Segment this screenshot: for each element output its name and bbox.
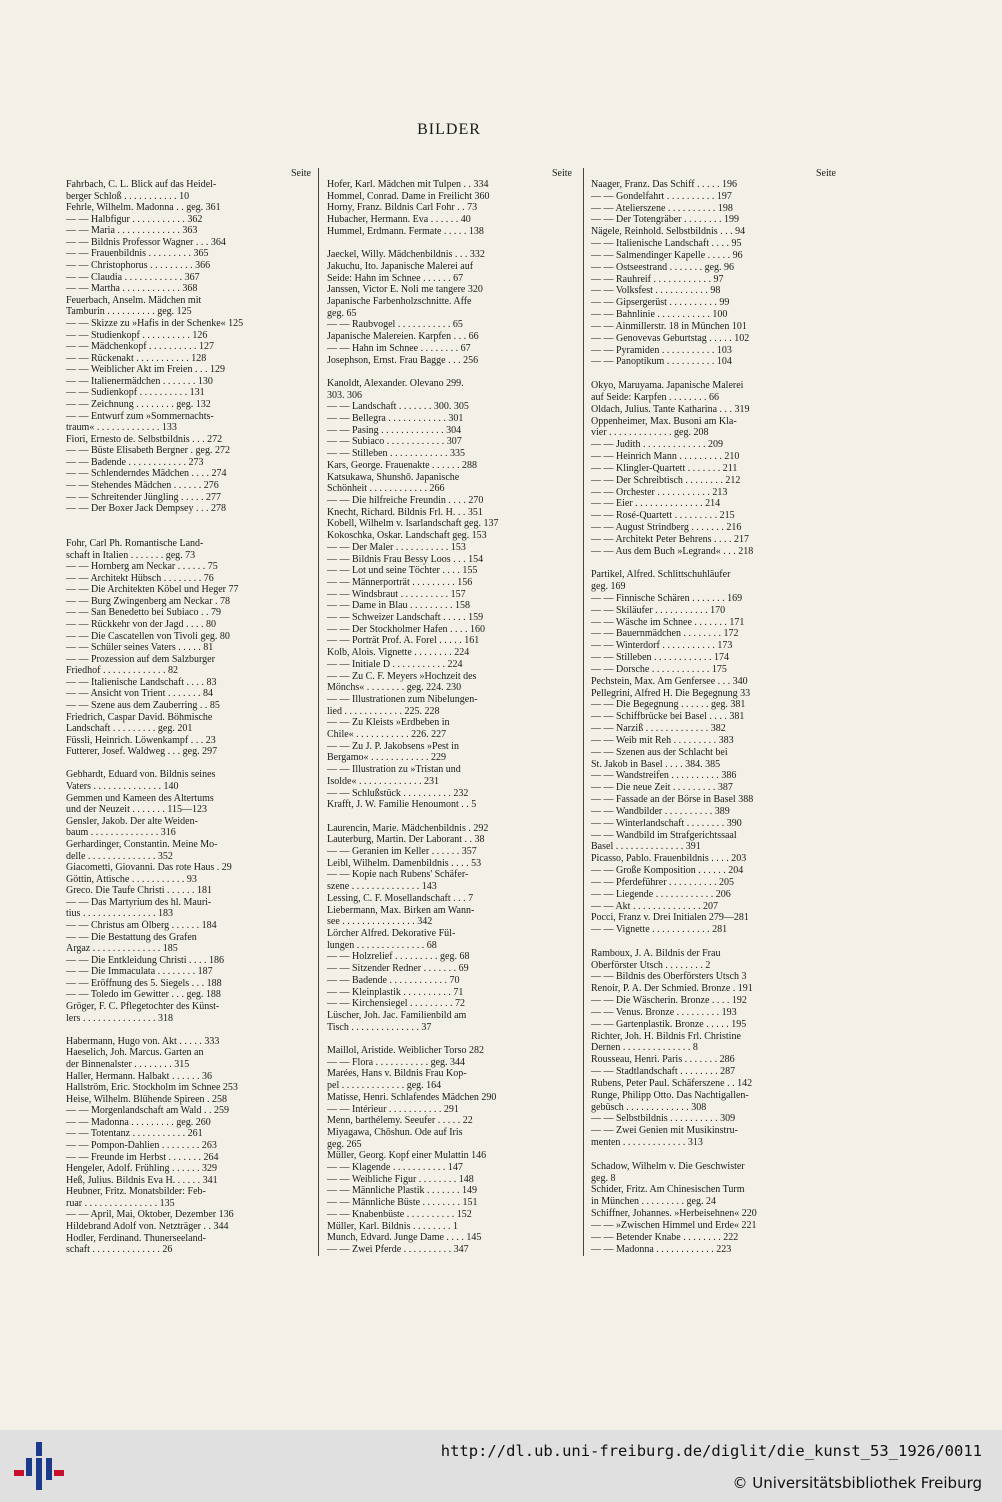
- index-entry: — — Stilleben . . . . . . . . . . . . 335: [327, 448, 466, 460]
- index-entry: — — Akt . . . . . . . . . . . . . . 207: [591, 900, 718, 912]
- index-column-1: [66, 168, 311, 1256]
- index-entry: — — Liegende . . . . . . . . . . . . 206: [591, 888, 731, 900]
- index-entry: — — Pyramiden . . . . . . . . . . . 103: [591, 344, 732, 356]
- index-entry: geg. 8: [591, 1172, 616, 1184]
- index-entry: — — Halbfigur . . . . . . . . . . . 362: [66, 213, 203, 225]
- index-entry: — — Die neue Zeit . . . . . . . . . 387: [591, 782, 733, 794]
- index-entry: — — Die Immaculata . . . . . . . . 187: [66, 966, 213, 978]
- index-entry: — — Wandbilder . . . . . . . . . . 389: [591, 805, 730, 817]
- index-entry: — — Weiblicher Akt im Freien . . . 129: [66, 364, 225, 376]
- index-entry: Giacometti, Giovanni. Das rote Haus . 29: [66, 862, 232, 874]
- viewer-footer: [0, 1430, 1002, 1502]
- index-entry: — — Orchester . . . . . . . . . . . 213: [591, 486, 728, 498]
- index-entry: — — Die Wäscherin. Bronze . . . . 192: [591, 995, 747, 1007]
- index-entry: Haeselich, Joh. Marcus. Garten an: [66, 1047, 204, 1059]
- column-body: [327, 179, 572, 1256]
- index-entry: — — Pferdeführer . . . . . . . . . . 205: [591, 876, 735, 888]
- index-entry: — — Sudienkopf . . . . . . . . . . 131: [66, 387, 205, 399]
- index-entry: — — Holzrelief . . . . . . . . . geg. 68: [327, 951, 470, 963]
- index-entry: Pechstein, Max. Am Genfersee . . . 340: [591, 675, 748, 687]
- index-entry: Vaters . . . . . . . . . . . . . . 140: [66, 781, 179, 793]
- library-logo-icon: [14, 1440, 64, 1492]
- index-entry: — — Atelierszene . . . . . . . . . . 198: [591, 202, 733, 214]
- index-entry: berger Schloß . . . . . . . . . . . 10: [66, 190, 190, 202]
- index-entry: der Binnenalster . . . . . . . . 315: [66, 1058, 190, 1070]
- index-entry: Menn, barthélemy. Seeufer . . . . . 22: [327, 1115, 473, 1127]
- index-entry: — — Weibliche Figur . . . . . . . . 148: [327, 1173, 474, 1185]
- index-entry: Hallström, Eric. Stockholm im Schnee 253: [66, 1082, 238, 1094]
- index-entry: — — Salmendinger Kapelle . . . . . 96: [591, 249, 743, 261]
- index-entry: Basel . . . . . . . . . . . . . . 391: [591, 841, 701, 853]
- index-entry: Partikel, Alfred. Schlittschuhläufer: [591, 569, 731, 581]
- index-entry: Japanische Farbenholzschnitte. Affe: [327, 296, 472, 308]
- index-entry: Picasso, Pablo. Frauenbildnis . . . . 203: [591, 853, 747, 865]
- index-entry: — — Wandstreifen . . . . . . . . . . 386: [591, 770, 737, 782]
- index-entry: geg. 265: [327, 1138, 362, 1150]
- index-entry: — — Männerporträt . . . . . . . . . 156: [327, 576, 473, 588]
- index-entry: — — »Zwischen Himmel und Erde« 221: [591, 1219, 757, 1231]
- index-entry: Gerhardinger, Constantin. Meine Mo-: [66, 838, 218, 850]
- index-entry: — — Skiläufer . . . . . . . . . . . 170: [591, 604, 726, 616]
- page-title: BILDER: [417, 121, 481, 138]
- copyright-text: © Universitätsbibliothek Freiburg: [732, 1474, 982, 1492]
- section-gap: [66, 515, 311, 527]
- index-entry: — — Die Architekten Köbel und Heger 77: [66, 584, 239, 596]
- index-entry: — — Hornberg am Neckar . . . . . . 75: [66, 561, 218, 573]
- index-entry: Hummel, Erdmann. Fermate . . . . . 138: [327, 225, 484, 237]
- index-entry: Naager, Franz. Das Schiff . . . . . 196: [591, 179, 738, 190]
- index-entry: — — Badende . . . . . . . . . . . . 273: [66, 456, 204, 468]
- index-entry: Schadow, Wilhelm v. Die Geschwister: [591, 1160, 745, 1172]
- column-header-seite: Seite: [552, 168, 572, 179]
- index-entry: — — Maria . . . . . . . . . . . . . 363: [66, 225, 198, 237]
- index-entry: Oldach, Julius. Tante Katharina . . . 319: [591, 403, 750, 415]
- index-entry: — — Bildnis Professor Wagner . . . 364: [66, 236, 226, 248]
- index-entry: — — Knabenbüste . . . . . . . . . . 152: [327, 1208, 472, 1220]
- section-gap: [66, 526, 311, 538]
- index-entry: — — Der Maler . . . . . . . . . . . 153: [327, 541, 466, 553]
- index-entry: Gemmen und Kameen des Altertums: [66, 792, 214, 804]
- index-entry: — — Morgenlandschaft am Wald . . 259: [66, 1105, 229, 1117]
- index-entry: Müller, Karl. Bildnis . . . . . . . . 1: [327, 1220, 458, 1232]
- index-entry: — — Bildnis des Oberförsters Utsch 3: [591, 971, 747, 983]
- index-entry: — — Die Begegnung . . . . . . geg. 381: [591, 699, 746, 711]
- index-entry: lungen . . . . . . . . . . . . . . 68: [327, 939, 437, 951]
- index-entry: — — Studienkopf . . . . . . . . . . 126: [66, 329, 208, 341]
- index-entry: — — Szenen aus der Schlacht bei: [591, 746, 728, 758]
- index-entry: — — April, Mai, Oktober, Dezember 136: [66, 1209, 234, 1221]
- index-entry: — — Betender Knabe . . . . . . . . 222: [591, 1231, 739, 1243]
- index-entry: vier . . . . . . . . . . . . . geg. 208: [591, 427, 709, 439]
- index-entry: — — Frauenbildnis . . . . . . . . . 365: [66, 248, 209, 260]
- column-divider: [318, 168, 319, 1256]
- index-entry: Fahrbach, C. L. Blick auf das Heidel-: [66, 179, 217, 190]
- index-entry: — — Schlußstück . . . . . . . . . . 232: [327, 787, 469, 799]
- column-header-seite: Seite: [291, 168, 311, 179]
- index-entry: — — Selbstbildnis . . . . . . . . . . 309: [591, 1113, 736, 1125]
- index-entry: szene . . . . . . . . . . . . . . 143: [327, 881, 437, 893]
- index-entry: — — Prozession auf dem Salzburger: [66, 653, 215, 665]
- index-entry: Krafft, J. W. Familie Henoumont . . 5: [327, 799, 477, 811]
- index-entry: — — Die Entkleidung Christi . . . . 186: [66, 954, 225, 966]
- index-entry: — — Die hilfreiche Freundin . . . . 270: [327, 494, 484, 506]
- index-entry: — — Madonna . . . . . . . . . . . . 223: [591, 1243, 732, 1255]
- index-entry: Pocci, Franz v. Drei Initialen 279—281: [591, 912, 749, 924]
- index-entry: — — Toledo im Gewitter . . . geg. 188: [66, 989, 221, 1001]
- index-entry: Fiori, Ernesto de. Selbstbildnis . . . 272: [66, 433, 223, 445]
- index-entry: — — Klingler-Quartett . . . . . . . 211: [591, 462, 738, 474]
- index-entry: see . . . . . . . . . . . . . . . 342: [327, 916, 433, 928]
- section-gap: [66, 758, 311, 770]
- index-entry: Chile« . . . . . . . . . . . 226. 227: [327, 729, 447, 741]
- index-entry: Kobell, Wilhelm v. Isarlandschaft geg. 137: [327, 518, 499, 530]
- index-entry: Oppenheimer, Max. Busoni am Kla-: [591, 415, 737, 427]
- index-entry: — — Bahnlinie . . . . . . . . . . . 100: [591, 309, 728, 321]
- index-entry: — — Zu J. P. Jakobsens »Pest in: [327, 740, 459, 752]
- index-entry: Okyo, Maruyama. Japanische Malerei: [591, 380, 744, 392]
- index-entry: — — Kleinplastik . . . . . . . . . . 71: [327, 986, 464, 998]
- index-entry: — — Finnische Schären . . . . . . . 169: [591, 592, 743, 604]
- index-entry: — — Lot und seine Töchter . . . . 155: [327, 565, 478, 577]
- index-entry: Schönheit . . . . . . . . . . . . 266: [327, 483, 445, 495]
- index-entry: Rubens, Peter Paul. Schäferszene . . 142: [591, 1077, 753, 1089]
- index-entry: — — Mädchenkopf . . . . . . . . . . 127: [66, 341, 215, 353]
- index-entry: Heubner, Fritz. Monatsbilder: Feb-: [66, 1186, 206, 1198]
- index-entry: — — Fassade an der Börse in Basel 388: [591, 794, 754, 806]
- index-entry: — — Wäsche im Schnee . . . . . . . 171: [591, 616, 745, 628]
- index-entry: Miyagawa, Chōshun. Ode auf Iris: [327, 1126, 463, 1138]
- index-entry: — — Kirchensiegel . . . . . . . . . 72: [327, 998, 466, 1010]
- index-entry: — — Zwei Pferde . . . . . . . . . . 347: [327, 1243, 469, 1255]
- index-entry: — — Badende . . . . . . . . . . . . 70: [327, 974, 460, 986]
- index-entry: Maillol, Aristide. Weiblicher Torso 282: [327, 1045, 484, 1057]
- index-entry: — — Vignette . . . . . . . . . . . . 281: [591, 924, 728, 936]
- index-entry: — — Judith . . . . . . . . . . . . . 209: [591, 439, 723, 451]
- index-entry: Ramboux, J. A. Bildnis der Frau: [591, 947, 721, 959]
- index-entry: Matisse, Henri. Schlafendes Mädchen 290: [327, 1091, 497, 1103]
- index-entry: Heß, Julius. Bildnis Eva H. . . . . . 341: [66, 1174, 218, 1186]
- index-entry: — — Illustration zu »Tristan und: [327, 764, 461, 776]
- index-entry: — — Bellegra . . . . . . . . . . . . 301: [327, 413, 464, 425]
- index-entry: Gensler, Jakob. Der alte Weiden-: [66, 815, 198, 827]
- index-entry: Dernen . . . . . . . . . . . . . . 8: [591, 1042, 698, 1054]
- index-entry: — — Gartenplastik. Bronze . . . . . 195: [591, 1018, 747, 1030]
- index-entry: Lessing, C. F. Mosellandschaft . . . 7: [327, 892, 474, 904]
- index-entry: Pellegrini, Alfred H. Die Begegnung 33: [591, 687, 751, 699]
- index-entry: — — Landschaft . . . . . . . 300. 305: [327, 401, 469, 413]
- index-entry: — — Freunde im Herbst . . . . . . . 264: [66, 1151, 219, 1163]
- index-entry: — — Subiaco . . . . . . . . . . . . 307: [327, 436, 462, 448]
- index-entry: — — Bauernmädchen . . . . . . . . 172: [591, 628, 739, 640]
- index-entry: — — Flora . . . . . . . . . . . geg. 344: [327, 1056, 466, 1068]
- index-entry: auf Seide: Karpfen . . . . . . . . 66: [591, 391, 720, 403]
- index-entry: Hommel, Conrad. Dame in Freilicht 360: [327, 190, 490, 202]
- index-entry: lers . . . . . . . . . . . . . . . 318: [66, 1012, 173, 1024]
- index-entry: — — Zeichnung . . . . . . . . geg. 132: [66, 398, 211, 410]
- index-entry: Horny, Franz. Bildnis Carl Fohr . . 73: [327, 202, 478, 214]
- index-entry: Jaeckel, Willy. Mädchenbildnis . . . 332: [327, 249, 485, 261]
- index-entry: — — Venus. Bronze . . . . . . . . . 193: [591, 1006, 737, 1018]
- index-entry: Seide: Hahn im Schnee . . . . . . 67: [327, 272, 464, 284]
- index-entry: — — Stadtlandschaft . . . . . . . . 287: [591, 1066, 736, 1078]
- index-entry: — — Geranien im Keller . . . . . . 357: [327, 846, 477, 858]
- index-entry: — — Weib mit Reh . . . . . . . . . 383: [591, 734, 734, 746]
- index-entry: Feuerbach, Anselm. Mädchen mit: [66, 294, 202, 306]
- index-entry: — — August Strindberg . . . . . . . 216: [591, 522, 742, 534]
- index-entry: — — Dame in Blau . . . . . . . . . 158: [327, 600, 471, 612]
- index-entry: — — Illustrationen zum Nibelungen-: [327, 693, 478, 705]
- source-url-link[interactable]: http://dl.ub.uni-freiburg.de/diglit/die_kunst_53_1926/0011: [440, 1442, 982, 1460]
- index-entry: Göttin, Attische . . . . . . . . . . . 93: [66, 873, 197, 885]
- index-entry: — — Burg Zwingenberg am Neckar . 78: [66, 595, 231, 607]
- index-entry: — — Eröffnung des 5. Siegels . . . 188: [66, 977, 222, 989]
- index-entry: Nägele, Reinhold. Selbstbildnis . . . 94: [591, 226, 746, 238]
- index-entry: Bergamo« . . . . . . . . . . . . 229: [327, 752, 446, 764]
- index-entry: — — Gipsergerüst . . . . . . . . . . 99: [591, 297, 730, 309]
- index-entry: — — Das Martyrium des hl. Mauri-: [66, 896, 212, 908]
- index-entry: Müller, Georg. Kopf einer Mulattin 146: [327, 1150, 487, 1162]
- index-entry: — — Dorsche . . . . . . . . . . . . 175: [591, 663, 727, 675]
- index-entry: Füssli, Heinrich. Löwenkampf . . . 23: [66, 734, 216, 746]
- index-entry: pel . . . . . . . . . . . . . geg. 164: [327, 1080, 442, 1092]
- index-entry: Friedrich, Caspar David. Böhmische: [66, 711, 213, 723]
- index-entry: lied . . . . . . . . . . . . 225. 228: [327, 705, 440, 717]
- index-entry: Japanische Malereien. Karpfen . . . 66: [327, 331, 479, 343]
- index-entry: — — Büste Elisabeth Bergner . geg. 272: [66, 445, 230, 457]
- index-entry: geg. 169: [591, 581, 626, 593]
- index-entry: Runge, Philipp Otto. Das Nachtigallen-: [591, 1089, 749, 1101]
- index-entry: — — Totentanz . . . . . . . . . . . 261: [66, 1128, 203, 1140]
- section-gap: [327, 238, 572, 250]
- section-gap: [591, 558, 836, 570]
- index-entry: Gebhardt, Eduard von. Bildnis seines: [66, 769, 216, 781]
- index-entry: — — Initiale D . . . . . . . . . . . 224: [327, 658, 463, 670]
- index-entry: — — Pompon-Dahlien . . . . . . . . 263: [66, 1139, 217, 1151]
- index-entry: — — Madonna . . . . . . . . . geg. 260: [66, 1116, 211, 1128]
- index-entry: gebüsch . . . . . . . . . . . . . 308: [591, 1101, 707, 1113]
- index-entry: — — Zu Kleists »Erdbeben in: [327, 717, 450, 729]
- index-entry: — — Klagende . . . . . . . . . . . 147: [327, 1162, 463, 1174]
- index-entry: — — Italienermädchen . . . . . . . 130: [66, 375, 213, 387]
- index-entry: Futterer, Josef. Waldweg . . . geg. 297: [66, 746, 218, 758]
- index-entry: — — Panoptikum . . . . . . . . . . 104: [591, 356, 732, 368]
- index-entry: Kars, George. Frauenakte . . . . . . 288: [327, 459, 478, 471]
- section-gap: [327, 366, 572, 378]
- index-entry: — — Claudia . . . . . . . . . . . . 367: [66, 271, 200, 283]
- index-entry: Tamburin . . . . . . . . . . geg. 125: [66, 306, 192, 318]
- index-entry: Fohr, Carl Ph. Romantische Land-: [66, 537, 204, 549]
- index-entry: St. Jakob in Basel . . . . 384. 385: [591, 758, 721, 770]
- section-gap: [327, 1033, 572, 1045]
- index-entry: Katsukawa, Shunshō. Japanische: [327, 471, 460, 483]
- index-entry: menten . . . . . . . . . . . . . 313: [591, 1137, 703, 1149]
- index-entry: — — Rauhreif . . . . . . . . . . . . 97: [591, 273, 724, 285]
- index-entry: — — Intérieur . . . . . . . . . . . 291: [327, 1103, 459, 1115]
- index-entry: — — Rückenakt . . . . . . . . . . . 128: [66, 352, 207, 364]
- index-entry: Hildebrand Adolf von. Netzträger . . 344: [66, 1221, 229, 1233]
- index-entry: Lüscher, Joh. Jac. Familienbild am: [327, 1009, 467, 1021]
- index-entry: — — Gondelfahrt . . . . . . . . . . 197: [591, 190, 732, 202]
- index-entry: Rousseau, Henri. Paris . . . . . . . 286: [591, 1054, 735, 1066]
- index-entry: Jakuchu, Ito. Japanische Malerei auf: [327, 260, 474, 272]
- section-gap: [591, 1149, 836, 1161]
- index-entry: Lauterburg, Martin. Der Laborant . . 38: [327, 834, 485, 846]
- index-entry: schaft . . . . . . . . . . . . . . 26: [66, 1244, 173, 1256]
- index-entry: — — Bildnis Frau Bessy Loos . . . 154: [327, 553, 484, 565]
- index-entry: Munch, Edvard. Junge Dame . . . . 145: [327, 1232, 482, 1244]
- index-entry: Josephson, Ernst. Frau Bagge . . . 256: [327, 354, 479, 366]
- index-entry: Hubacher, Hermann. Eva . . . . . . 40: [327, 214, 471, 226]
- index-entry: Greco. Die Taufe Christi . . . . . . 181: [66, 885, 213, 897]
- index-entry: — — Porträt Prof. A. Forel . . . . . 161: [327, 635, 480, 647]
- index-entry: Hodler, Ferdinand. Thunerseeland-: [66, 1232, 206, 1244]
- index-entry: — — Die Cascatellen von Tivoli geg. 80: [66, 630, 230, 642]
- index-entry: tius . . . . . . . . . . . . . . . 183: [66, 908, 173, 920]
- section-gap: [591, 368, 836, 380]
- index-entry: — — Martha . . . . . . . . . . . . 368: [66, 283, 198, 295]
- section-gap: [591, 936, 836, 948]
- index-entry: — — Pasing . . . . . . . . . . . . . 304: [327, 424, 462, 436]
- index-entry: — — Rosé-Quartett . . . . . . . . . 215: [591, 510, 735, 522]
- index-entry: Richter, Joh. H. Bildnis Frl. Christine: [591, 1030, 741, 1042]
- index-entry: traum« . . . . . . . . . . . . . 133: [66, 422, 177, 434]
- index-entry: Hofer, Karl. Mädchen mit Tulpen . . 334: [327, 179, 489, 190]
- index-entry: Friedhof . . . . . . . . . . . . . 82: [66, 665, 178, 677]
- index-entry: — — Schreitender Jüngling . . . . . 277: [66, 491, 221, 503]
- index-entry: — — Winterlandschaft . . . . . . . . 390: [591, 817, 742, 829]
- index-entry: ruar . . . . . . . . . . . . . . . 135: [66, 1197, 175, 1209]
- index-entry: — — Zu C. F. Meyers »Hochzeit des: [327, 670, 477, 682]
- index-entry: — — Christophorus . . . . . . . . . 366: [66, 260, 211, 272]
- index-entry: — — Die Bestattung des Grafen: [66, 931, 197, 943]
- index-entry: — — Schiffbrücke bei Basel . . . . 381: [591, 711, 745, 723]
- index-entry: Marées, Hans v. Bildnis Frau Kop-: [327, 1068, 467, 1080]
- index-entry: — — Männliche Büste . . . . . . . . 151: [327, 1197, 478, 1209]
- index-entry: geg. 65: [327, 307, 357, 319]
- index-entry: — — Stehendes Mädchen . . . . . . 276: [66, 480, 219, 492]
- index-entry: Isolde« . . . . . . . . . . . . . 231: [327, 775, 439, 787]
- index-entry: — — Männliche Plastik . . . . . . . 149: [327, 1185, 477, 1197]
- index-entry: Landschaft . . . . . . . . . geg. 201: [66, 723, 193, 735]
- index-entry: — — Sitzender Redner . . . . . . . 69: [327, 963, 469, 975]
- index-entry: Mönchs« . . . . . . . . geg. 224. 230: [327, 682, 462, 694]
- index-entry: Lörcher Alfred. Dekorative Fül-: [327, 928, 456, 939]
- index-entry: 303. 306: [327, 389, 362, 401]
- section-gap: [66, 1024, 311, 1036]
- column-body: [591, 179, 836, 1256]
- index-entry: — — Stilleben . . . . . . . . . . . . 174: [591, 652, 730, 664]
- index-entry: in München . . . . . . . . . geg. 24: [591, 1196, 716, 1208]
- index-entry: — — Italienische Landschaft . . . . 95: [591, 238, 742, 250]
- index-entry: Liebermann, Max. Birken am Wann-: [327, 904, 475, 916]
- index-entry: Janssen, Victor E. Noli me tangere 320: [327, 284, 483, 296]
- index-entry: — — Schüler seines Vaters . . . . . 81: [66, 642, 214, 654]
- index-entry: — — Heinrich Mann . . . . . . . . . 210: [591, 451, 740, 463]
- index-entry: Laurencin, Marie. Mädchenbildnis . 292: [327, 822, 489, 834]
- index-entry: — — Der Totengräber . . . . . . . . 199: [591, 214, 739, 226]
- index-entry: baum . . . . . . . . . . . . . . 316: [66, 827, 176, 839]
- index-entry: — — Skizze zu »Hafis in der Schenke« 125: [66, 317, 244, 329]
- index-entry: Schider, Fritz. Am Chinesischen Turm: [591, 1184, 745, 1196]
- index-entry: Gröger, F. C. Pflegetochter des Künst-: [66, 1001, 220, 1013]
- index-entry: — — Architekt Hübsch . . . . . . . . 76: [66, 572, 214, 584]
- index-entry: Fehrle, Wilhelm. Madonna . . geg. 361: [66, 202, 221, 214]
- index-entry: — — Italienische Landschaft . . . . 83: [66, 676, 217, 688]
- index-entry: Kanoldt, Alexander. Olevano 299.: [327, 377, 464, 389]
- index-entry: — — Eier . . . . . . . . . . . . . . 214: [591, 498, 721, 510]
- column-divider: [583, 168, 584, 1256]
- index-entry: — — Kopie nach Rubens' Schäfer-: [327, 869, 469, 881]
- column-header-seite: Seite: [816, 168, 836, 179]
- index-entry: — — Wandbild im Strafgerichtssaal: [591, 829, 737, 841]
- index-entry: Knecht, Richard. Bildnis Frl. H. . . 351: [327, 506, 483, 518]
- index-entry: — — Szene aus dem Zauberring . . 85: [66, 700, 220, 712]
- index-entry: — — Ainmillerstr. 18 in München 101: [591, 320, 747, 332]
- index-entry: Habermann, Hugo von. Akt . . . . . 333: [66, 1035, 220, 1047]
- index-entry: — — Entwurf zum »Sommernachts-: [66, 410, 214, 422]
- index-entry: — — Christus am Ölberg . . . . . . 184: [66, 920, 217, 931]
- index-entry: delle . . . . . . . . . . . . . . 352: [66, 850, 173, 862]
- index-entry: — — Genovevas Geburtstag . . . . . 102: [591, 332, 750, 344]
- index-entry: Leibl, Wilhelm. Damenbildnis . . . . 53: [327, 857, 482, 869]
- index-entry: — — Der Schreibtisch . . . . . . . . 212: [591, 474, 741, 486]
- index-entry: Tisch . . . . . . . . . . . . . . 37: [327, 1021, 432, 1033]
- index-entry: Heise, Wilhelm. Blühende Spireen . 258: [66, 1093, 228, 1105]
- index-entry: Kokoschka, Oskar. Landschaft geg. 153: [327, 530, 487, 542]
- index-entry: — — Ostseestrand . . . . . . . geg. 96: [591, 261, 735, 273]
- index-entry: Argaz . . . . . . . . . . . . . . 185: [66, 943, 178, 955]
- index-entry: und der Neuzeit . . . . . . . 115—123: [66, 804, 207, 816]
- index-entry: — — Der Stockholmer Hafen . . . . 160: [327, 623, 486, 635]
- column-body: [66, 179, 311, 1256]
- index-entry: Oberförster Utsch . . . . . . . . 2: [591, 959, 711, 971]
- index-column-3: [591, 168, 836, 1256]
- index-entry: — — Ansicht von Trient . . . . . . . 84: [66, 688, 213, 700]
- index-entry: Hengeler, Adolf. Frühling . . . . . . 329: [66, 1163, 217, 1175]
- index-entry: — — Rückkehr von der Jagd . . . . 80: [66, 618, 216, 630]
- index-entry: — — Winterdorf . . . . . . . . . . . 173: [591, 640, 733, 652]
- index-entry: — — Windsbraut . . . . . . . . . . 157: [327, 588, 466, 600]
- index-entry: — — Schlenderndes Mädchen . . . . 274: [66, 468, 227, 480]
- index-entry: — — Der Boxer Jack Dempsey . . . 278: [66, 503, 226, 515]
- section-gap: [327, 811, 572, 823]
- index-entry: Haller, Hermann. Halbakt . . . . . . 36: [66, 1070, 212, 1082]
- index-entry: Renoir, P. A. Der Schmied. Bronze . 191: [591, 983, 753, 995]
- index-entry: — — Narziß . . . . . . . . . . . . . 382: [591, 723, 726, 735]
- index-entry: — — Volksfest . . . . . . . . . . . 98: [591, 285, 721, 297]
- index-entry: — — Raubvogel . . . . . . . . . . . 65: [327, 319, 463, 331]
- index-entry: Schiffner, Johannes. »Herbeisehnen« 220: [591, 1208, 757, 1220]
- index-entry: — — San Benedetto bei Subiaco . . 79: [66, 607, 221, 619]
- index-entry: schaft in Italien . . . . . . . geg. 73: [66, 549, 196, 561]
- index-entry: — — Große Komposition . . . . . . 204: [591, 865, 744, 877]
- index-entry: — — Aus dem Buch »Legrand« . . . 218: [591, 545, 754, 557]
- index-entry: — — Hahn im Schnee . . . . . . . . 67: [327, 342, 471, 354]
- index-entry: — — Schweizer Landschaft . . . . . 159: [327, 612, 484, 624]
- index-entry: — — Architekt Peter Behrens . . . . 217: [591, 533, 750, 545]
- index-entry: Kolb, Alois. Vignette . . . . . . . . 224: [327, 647, 470, 659]
- index-entry: — — Zwei Genien mit Musikinstru-: [591, 1125, 738, 1137]
- index-column-2: [327, 168, 572, 1256]
